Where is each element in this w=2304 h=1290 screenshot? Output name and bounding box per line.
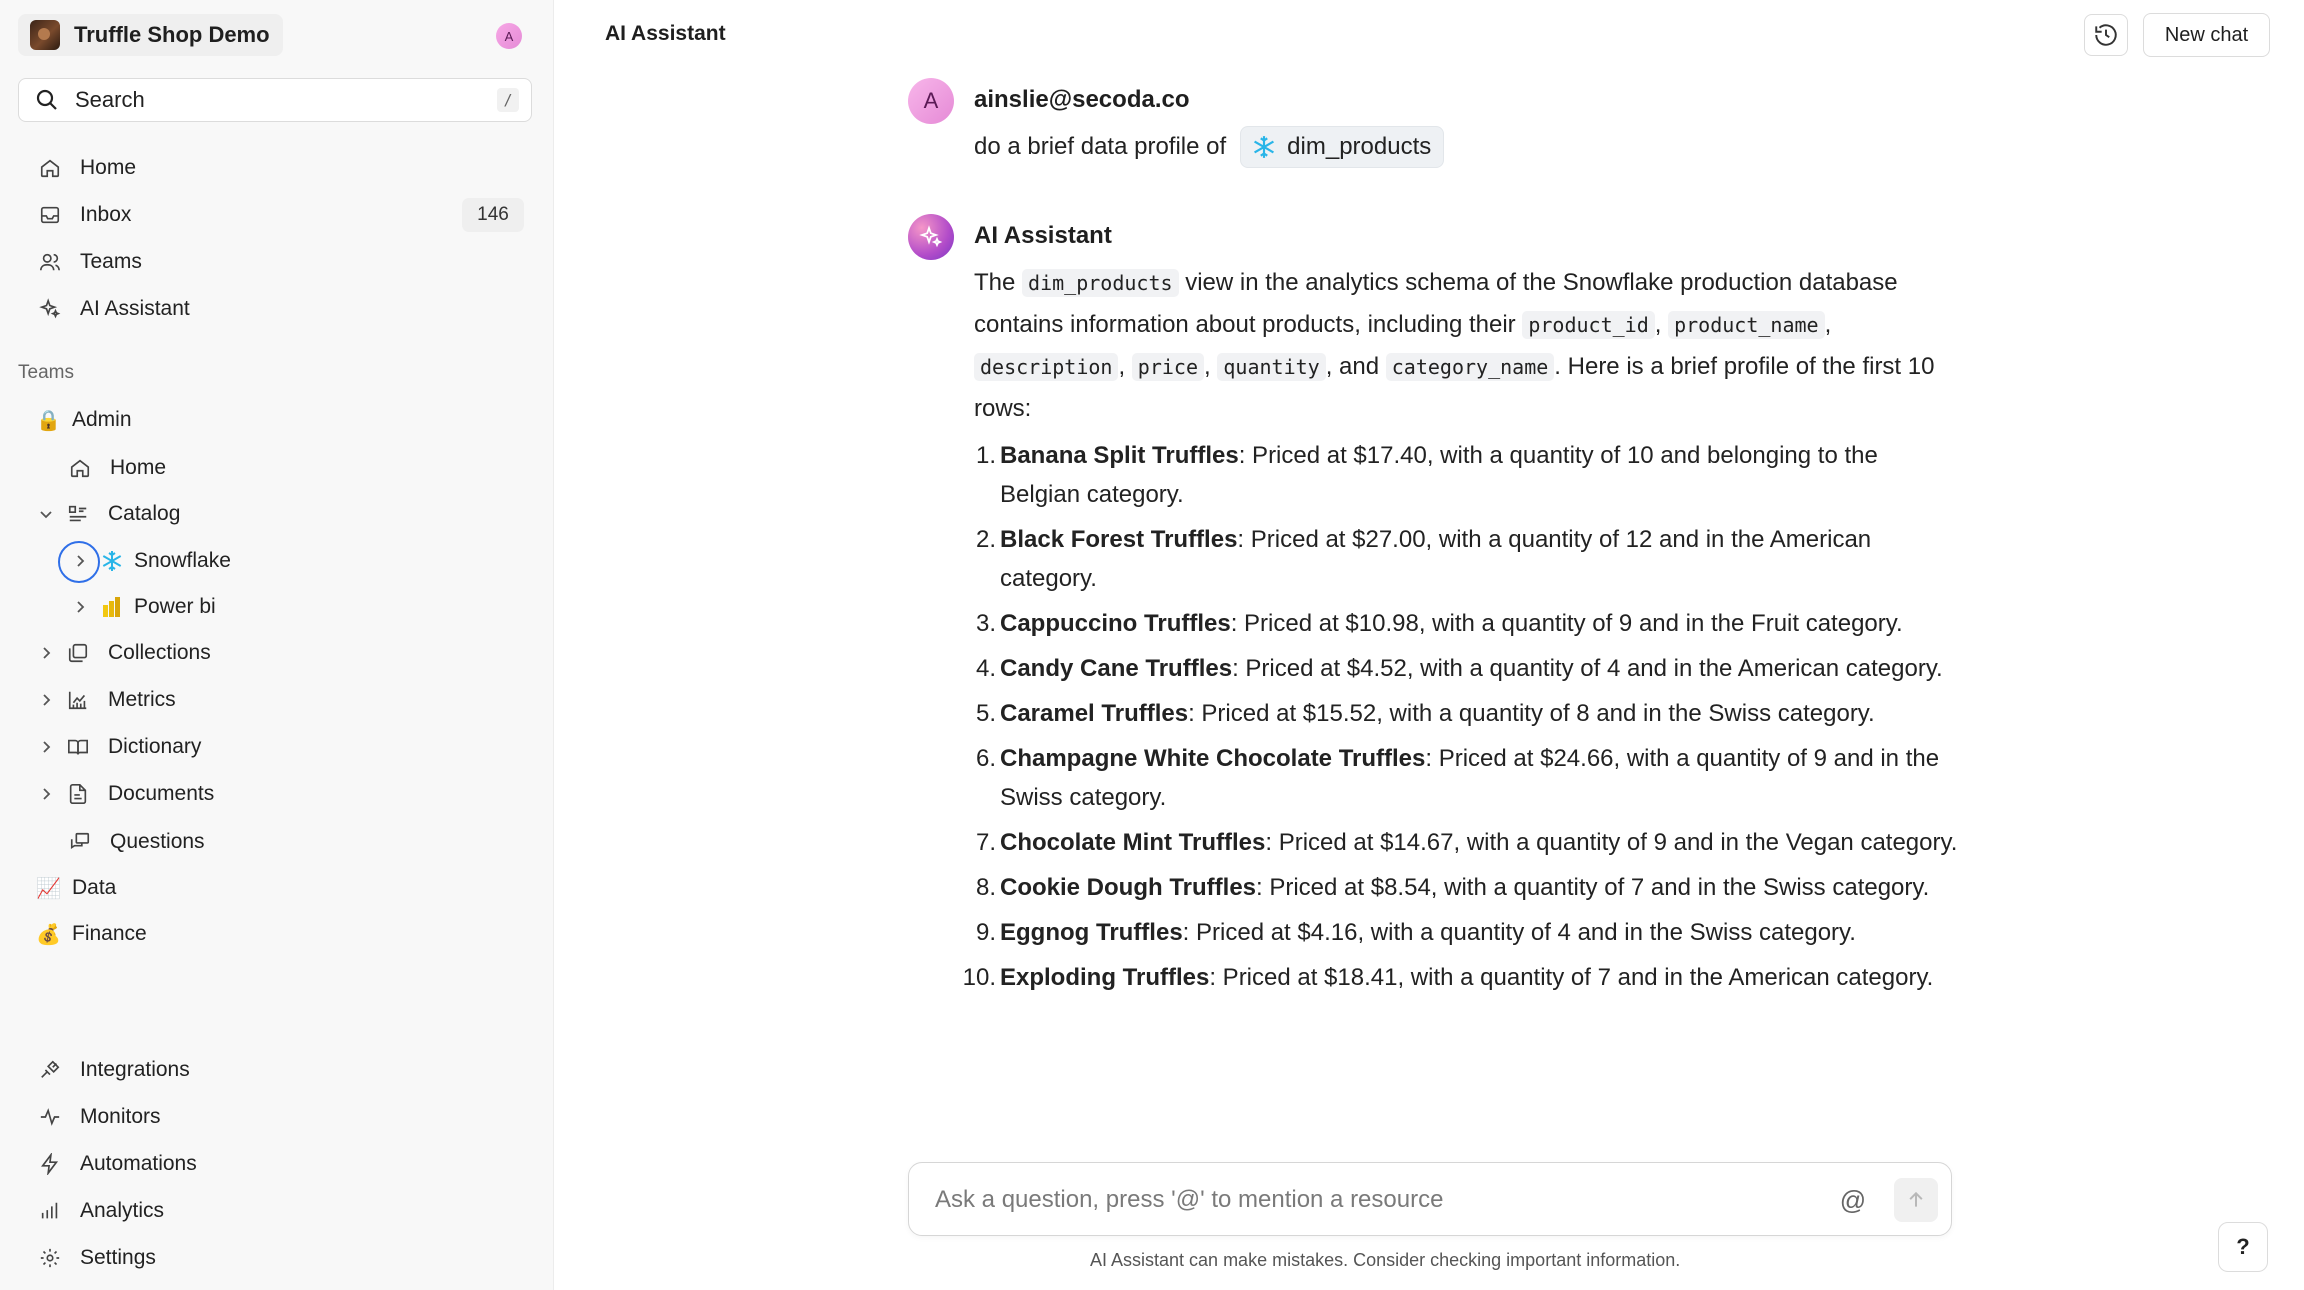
product-name: Eggnog Truffles	[1000, 919, 1183, 946]
admin-questions[interactable]	[68, 825, 205, 859]
nav-teams-label: Teams	[80, 250, 142, 273]
product-name: Cappuccino Truffles	[1000, 610, 1231, 637]
admin-documents[interactable]	[36, 777, 214, 811]
code-price: price	[1132, 353, 1204, 381]
user-prompt-text: do a brief data profile of	[974, 133, 1227, 160]
team-finance[interactable]	[36, 917, 147, 951]
lock-icon: 🔒	[36, 409, 61, 432]
team-finance-label: Finance	[72, 922, 147, 945]
team-admin-label: Admin	[72, 408, 132, 431]
home-icon	[38, 156, 62, 180]
user-avatar: A	[908, 78, 954, 124]
product-detail: : Priced at $18.41, with a quantity of 7 and in the American category.	[1209, 964, 1934, 991]
product-detail: : Priced at $4.16, with a quantity of 4 and in the Swiss category.	[1182, 919, 1856, 946]
nav-automations[interactable]	[38, 1147, 197, 1181]
product-detail: : Priced at $10.98, with a quantity of 9 and in the Fruit category.	[1230, 610, 1903, 637]
product-detail: : Priced at $8.54, with a quantity of 7 and in the Swiss category.	[1256, 874, 1930, 901]
inbox-icon	[38, 203, 62, 227]
workspace-name: Truffle Shop Demo	[74, 22, 270, 47]
list-item	[962, 958, 1964, 997]
admin-collections-label: Collections	[108, 641, 211, 664]
nav-ai-assistant-label: AI Assistant	[80, 297, 190, 320]
snowflake-icon	[1251, 134, 1277, 160]
product-name: Candy Cane Truffles	[1000, 655, 1233, 682]
list-item	[974, 823, 1964, 862]
chevron-down-icon[interactable]	[36, 504, 56, 524]
code-dim-products: dim_products	[1022, 269, 1179, 297]
admin-collections[interactable]	[36, 636, 211, 670]
list-number: 8.	[975, 874, 996, 901]
code-description: description	[974, 353, 1118, 381]
inbox-count-badge: 146	[462, 198, 524, 232]
nav-settings-label: Settings	[80, 1246, 156, 1269]
bolt-icon	[38, 1152, 62, 1176]
user-avatar[interactable]: A	[496, 23, 522, 49]
admin-catalog-label: Catalog	[108, 502, 181, 525]
product-name: Black Forest Truffles	[1000, 526, 1238, 553]
assistant-intro: The dim_products view in the analytics schema of the Snowflake production database contains information about products, including their product_id , product_name , description , price , quantity , and category_name . Here is a brief profile of the first 10 rows:	[974, 269, 1935, 422]
team-data-label: Data	[72, 876, 117, 899]
chevron-right-icon[interactable]	[36, 643, 56, 663]
catalog-icon	[66, 502, 90, 526]
resource-mention-label: dim_products	[1287, 133, 1432, 160]
list-item	[974, 436, 1964, 514]
list-item	[974, 868, 1964, 907]
sparkles-icon	[919, 225, 943, 249]
nav-home-label: Home	[80, 156, 137, 179]
admin-metrics-label: Metrics	[108, 688, 176, 711]
list-item	[974, 739, 1964, 817]
chevron-right-icon[interactable]	[70, 551, 90, 571]
product-name: Cookie Dough Truffles	[1000, 874, 1257, 901]
product-name: Banana Split Truffles	[1000, 442, 1239, 469]
workspace-logo	[30, 20, 60, 50]
new-chat-button[interactable]: New chat	[2143, 13, 2270, 57]
disclaimer-text: AI Assistant can make mistakes. Consider checking important information.	[1090, 1250, 1681, 1270]
book-icon	[66, 735, 90, 759]
product-name: Caramel Truffles	[1000, 700, 1189, 727]
catalog-snowflake[interactable]	[70, 544, 231, 578]
catalog-powerbi-label: Power bi	[134, 595, 216, 618]
ai-assistant-avatar	[908, 214, 954, 260]
list-item	[974, 649, 1964, 688]
code-product-name: product_name	[1668, 311, 1825, 339]
metrics-icon	[66, 688, 90, 712]
code-quantity: quantity	[1217, 353, 1325, 381]
chevron-right-icon[interactable]	[36, 737, 56, 757]
list-number: 2.	[975, 526, 996, 553]
user-name: ainslie@secoda.co	[974, 86, 1190, 113]
document-icon	[66, 782, 90, 806]
search-label: Search	[75, 87, 145, 112]
admin-dictionary-label: Dictionary	[108, 735, 202, 758]
list-number: 10.	[962, 964, 996, 991]
product-name: Exploding Truffles	[1000, 964, 1210, 991]
product-detail: : Priced at $15.52, with a quantity of 8 and in the Swiss category.	[1188, 700, 1875, 727]
teams-section-label: Teams	[18, 362, 74, 383]
powerbi-icon	[100, 595, 124, 619]
money-bag-icon: 💰	[36, 923, 61, 946]
search-shortcut: /	[497, 88, 519, 112]
pulse-icon	[38, 1105, 62, 1129]
nav-monitors[interactable]	[38, 1100, 161, 1134]
user-message	[974, 126, 1444, 168]
code-category-name: category_name	[1386, 353, 1555, 381]
admin-home-label: Home	[110, 456, 167, 479]
page-title: AI Assistant	[605, 22, 726, 45]
plug-icon	[38, 1058, 62, 1082]
bar-chart-icon	[38, 1199, 62, 1223]
product-detail: : Priced at $24.66, with a quantity of 9 and in the Swiss category.	[1000, 745, 1940, 811]
assistant-name: AI Assistant	[974, 222, 1112, 249]
team-data[interactable]	[36, 871, 116, 905]
list-number: 4.	[975, 655, 996, 682]
product-detail: : Priced at $27.00, with a quantity of 12 and in the American category.	[1000, 526, 1872, 592]
workspace-switcher[interactable]	[18, 14, 283, 56]
product-name: Champagne White Chocolate Truffles	[1000, 745, 1426, 772]
chat-input[interactable]	[935, 1183, 1815, 1217]
intro-and: , and	[1325, 353, 1380, 380]
search-icon	[35, 88, 59, 112]
nav-analytics[interactable]	[38, 1194, 164, 1228]
list-number: 5.	[975, 700, 996, 727]
intro-text-1: The	[974, 269, 1016, 296]
resource-mention-chip[interactable]	[1240, 126, 1444, 168]
history-button[interactable]	[2084, 14, 2128, 56]
list-number: 6.	[975, 745, 996, 772]
nav-ai-assistant[interactable]	[38, 292, 190, 326]
help-button[interactable]: ?	[2218, 1222, 2268, 1272]
nav-teams[interactable]	[38, 245, 142, 279]
chat-composer	[908, 1162, 1952, 1236]
admin-dictionary[interactable]	[36, 730, 201, 764]
product-detail: : Priced at $4.52, with a quantity of 4 and in the American category.	[1232, 655, 1943, 682]
admin-metrics[interactable]	[36, 683, 176, 717]
chevron-right-icon[interactable]	[36, 784, 56, 804]
list-number: 7.	[975, 829, 996, 856]
users-icon	[38, 250, 62, 274]
send-button[interactable]	[1894, 1178, 1938, 1222]
arrow-up-icon	[1906, 1190, 1926, 1210]
intro-text-2: view in the analytics schema of the Snowflake production database contains information about products, including their	[974, 269, 1898, 338]
gear-icon	[38, 1246, 62, 1270]
questions-icon	[68, 830, 92, 854]
catalog-powerbi[interactable]	[70, 590, 216, 624]
product-detail: : Priced at $17.40, with a quantity of 10 and belonging to the Belgian category.	[1000, 442, 1878, 508]
mention-icon[interactable]: @	[1839, 1184, 1867, 1215]
sparkles-icon	[38, 297, 62, 321]
chevron-right-icon[interactable]	[70, 597, 90, 617]
nav-integrations-label: Integrations	[80, 1058, 190, 1081]
nav-monitors-label: Monitors	[80, 1105, 161, 1128]
product-detail: : Priced at $14.67, with a quantity of 9 and in the Vegan category.	[1265, 829, 1958, 856]
nav-inbox[interactable]	[38, 198, 131, 232]
list-item	[974, 694, 1964, 733]
list-number: 9.	[975, 919, 996, 946]
admin-catalog[interactable]	[36, 497, 180, 531]
list-number: 3.	[975, 610, 996, 637]
team-admin[interactable]	[36, 403, 132, 437]
list-item	[974, 913, 1964, 952]
sidebar	[0, 0, 554, 1290]
snowflake-icon	[100, 549, 124, 573]
nav-integrations[interactable]	[38, 1053, 190, 1087]
nav-analytics-label: Analytics	[80, 1199, 165, 1222]
chevron-right-icon[interactable]	[36, 690, 56, 710]
search-input[interactable]	[18, 78, 532, 122]
admin-documents-label: Documents	[108, 782, 215, 805]
nav-home[interactable]	[38, 151, 136, 185]
product-profile-list	[962, 436, 1964, 1003]
catalog-snowflake-label: Snowflake	[134, 549, 231, 572]
admin-home[interactable]	[68, 451, 166, 485]
product-name: Chocolate Mint Truffles	[1000, 829, 1266, 856]
list-number: 1.	[975, 442, 996, 469]
nav-automations-label: Automations	[80, 1152, 197, 1175]
home-icon	[68, 456, 92, 480]
chart-increasing-icon: 📈	[36, 877, 61, 900]
code-product-id: product_id	[1522, 311, 1654, 339]
list-item	[974, 604, 1964, 643]
intro-text-3: . Here is a brief profile of the first 10 rows:	[974, 353, 1935, 422]
admin-questions-label: Questions	[110, 830, 205, 853]
collections-icon	[66, 641, 90, 665]
nav-settings[interactable]	[38, 1241, 156, 1275]
nav-inbox-label: Inbox	[80, 203, 132, 226]
history-icon	[2093, 22, 2119, 48]
list-item	[974, 520, 1964, 598]
